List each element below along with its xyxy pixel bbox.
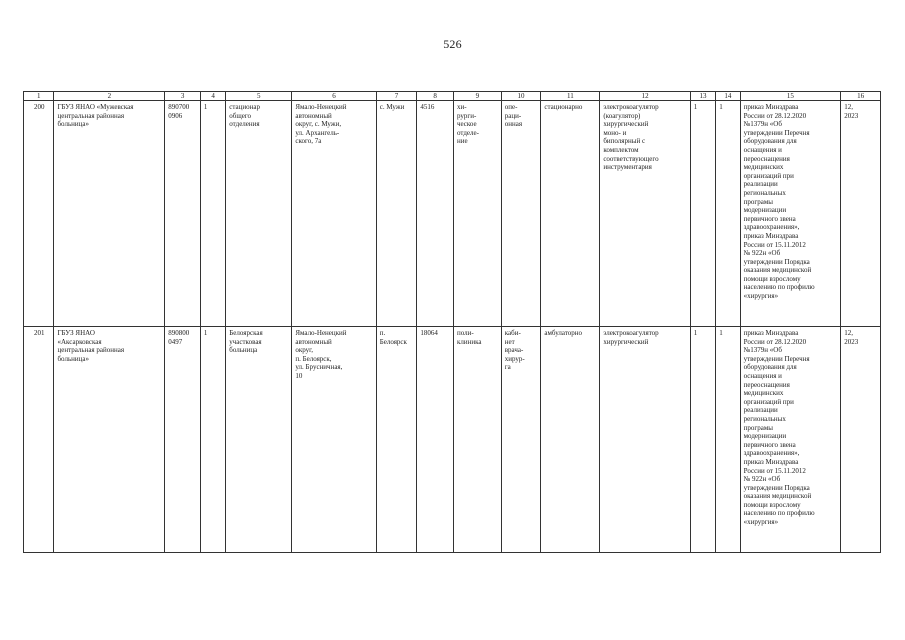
subdivision-cell xyxy=(226,101,292,327)
delivery-date: 12, 2023 xyxy=(844,329,859,346)
quantity-cell xyxy=(690,101,715,327)
quantity-planned: 1 xyxy=(719,329,723,337)
room-cell xyxy=(501,101,541,327)
department-cell xyxy=(453,327,501,553)
organization-name: ГБУЗ ЯНАО «Аксарковская центральная районная больница» xyxy=(57,329,125,363)
quantity-cell xyxy=(716,101,740,327)
address: Ямало-Ненецкий автономный округ, с. Мужи, ул. Архангель- ского, 7а xyxy=(295,103,347,146)
column-number-header: 12 xyxy=(600,92,690,101)
code-cell xyxy=(165,101,201,327)
legal-basis-cell xyxy=(740,101,841,327)
column-number-header: 4 xyxy=(200,92,225,101)
care-condition-cell xyxy=(541,101,600,327)
equipment-name: электрокоагулятор хирургический xyxy=(603,329,659,346)
settlement: с. Мужи xyxy=(379,103,405,111)
quantity-cell xyxy=(690,327,715,553)
equipment-table xyxy=(23,91,881,553)
department: хи- рурги- ческое отделе- ние xyxy=(456,103,479,146)
subdivision-cell xyxy=(226,327,292,553)
subdivision-name: Белоярская участковая больница xyxy=(229,329,263,355)
row-number: 201 xyxy=(33,329,45,337)
quantity-planned: 1 xyxy=(719,103,723,111)
equipment-name: электрокоагулятор (коагулятор) хирургический моно- и биполярный с комплектом соответствующего инструментария xyxy=(603,103,659,172)
column-number-header: 9 xyxy=(453,92,501,101)
count-cell xyxy=(200,327,225,553)
settlement-cell xyxy=(376,327,417,553)
care-condition: стационарно xyxy=(544,103,583,111)
column-number-header: 6 xyxy=(292,92,376,101)
quantity-required: 1 xyxy=(693,329,698,337)
equipment-cell xyxy=(600,101,690,327)
column-number-header: 11 xyxy=(541,92,600,101)
legal-basis: приказ Минздрава России от 28.12.2020 №1379н «Об утверждении Перечня оборудования для оснащения и переоснащения медицинских организаций при реализации региональных програмы модернизации первичного звена здравоохранения», приказ Минздрава России от 15.11.2012 № 922н «Об утверждении Порядка оказания медицинской помощи взрослому населению по профилю «хирургия» xyxy=(743,103,815,301)
code-cell xyxy=(165,327,201,553)
row-number: 200 xyxy=(33,103,45,111)
department: поли- клиника xyxy=(456,329,482,346)
care-condition: амбулаторно xyxy=(544,329,583,337)
page-number: 526 xyxy=(443,37,462,51)
room: каби- нет врача- хирур- га xyxy=(504,329,525,372)
department-cell xyxy=(453,101,501,327)
population-cell xyxy=(417,101,454,327)
column-number-row xyxy=(24,92,881,101)
column-number-header: 1 xyxy=(24,92,54,101)
subdivision-name: стационар общего отделения xyxy=(229,103,260,129)
count-cell xyxy=(200,101,225,327)
quantity-required: 1 xyxy=(693,103,698,111)
organization-name: ГБУЗ ЯНАО «Мужевская центральная районная больница» xyxy=(57,103,134,129)
equipment-cell xyxy=(600,327,690,553)
delivery-date: 12, 2023 xyxy=(844,103,859,120)
organization-code: 890800 0497 xyxy=(168,329,190,346)
quantity-cell xyxy=(716,327,740,553)
column-number-header: 10 xyxy=(501,92,541,101)
settlement: п. Белоярск xyxy=(379,329,407,346)
table-row xyxy=(24,101,881,327)
population-cell xyxy=(417,327,454,553)
care-condition-cell xyxy=(541,327,600,553)
column-number-header: 3 xyxy=(165,92,201,101)
date-cell xyxy=(841,101,881,327)
column-number-header: 7 xyxy=(376,92,417,101)
legal-basis: приказ Минздрава России от 28.12.2020 №1379н «Об утверждении Перечня оборудования для оснащения и переоснащения медицинских организаций при реализации региональных програмы модернизации первичного звена здравоохранения», приказ Минздрава России от 15.11.2012 № 922н «Об утверждении Порядка оказания медицинской помощи взрослому населению по профилю «хирургия» xyxy=(743,329,815,527)
room: опе- раци- онная xyxy=(504,103,523,129)
legal-basis-cell xyxy=(740,327,841,553)
population: 4516 xyxy=(420,103,435,111)
room-cell xyxy=(501,327,541,553)
organization-cell xyxy=(54,101,165,327)
column-number-header: 2 xyxy=(54,92,165,101)
table-row xyxy=(24,327,881,553)
address: Ямало-Ненецкий автономный округ, п. Белоярск, ул. Брусничная, 10 xyxy=(295,329,347,380)
column-number-header: 13 xyxy=(690,92,715,101)
unit-count: 1 xyxy=(203,103,208,111)
column-number-header: 8 xyxy=(417,92,454,101)
column-number-header: 15 xyxy=(740,92,841,101)
settlement-cell xyxy=(376,101,417,327)
organization-code: 890700 0906 xyxy=(168,103,190,120)
address-cell xyxy=(292,101,376,327)
unit-count: 1 xyxy=(203,329,208,337)
address-cell xyxy=(292,327,376,553)
row-number-cell xyxy=(24,327,54,553)
row-number-cell xyxy=(24,101,54,327)
column-number-header: 14 xyxy=(716,92,740,101)
column-number-header: 5 xyxy=(226,92,292,101)
date-cell xyxy=(841,327,881,553)
population: 18064 xyxy=(420,329,438,337)
organization-cell xyxy=(54,327,165,553)
column-number-header: 16 xyxy=(841,92,881,101)
